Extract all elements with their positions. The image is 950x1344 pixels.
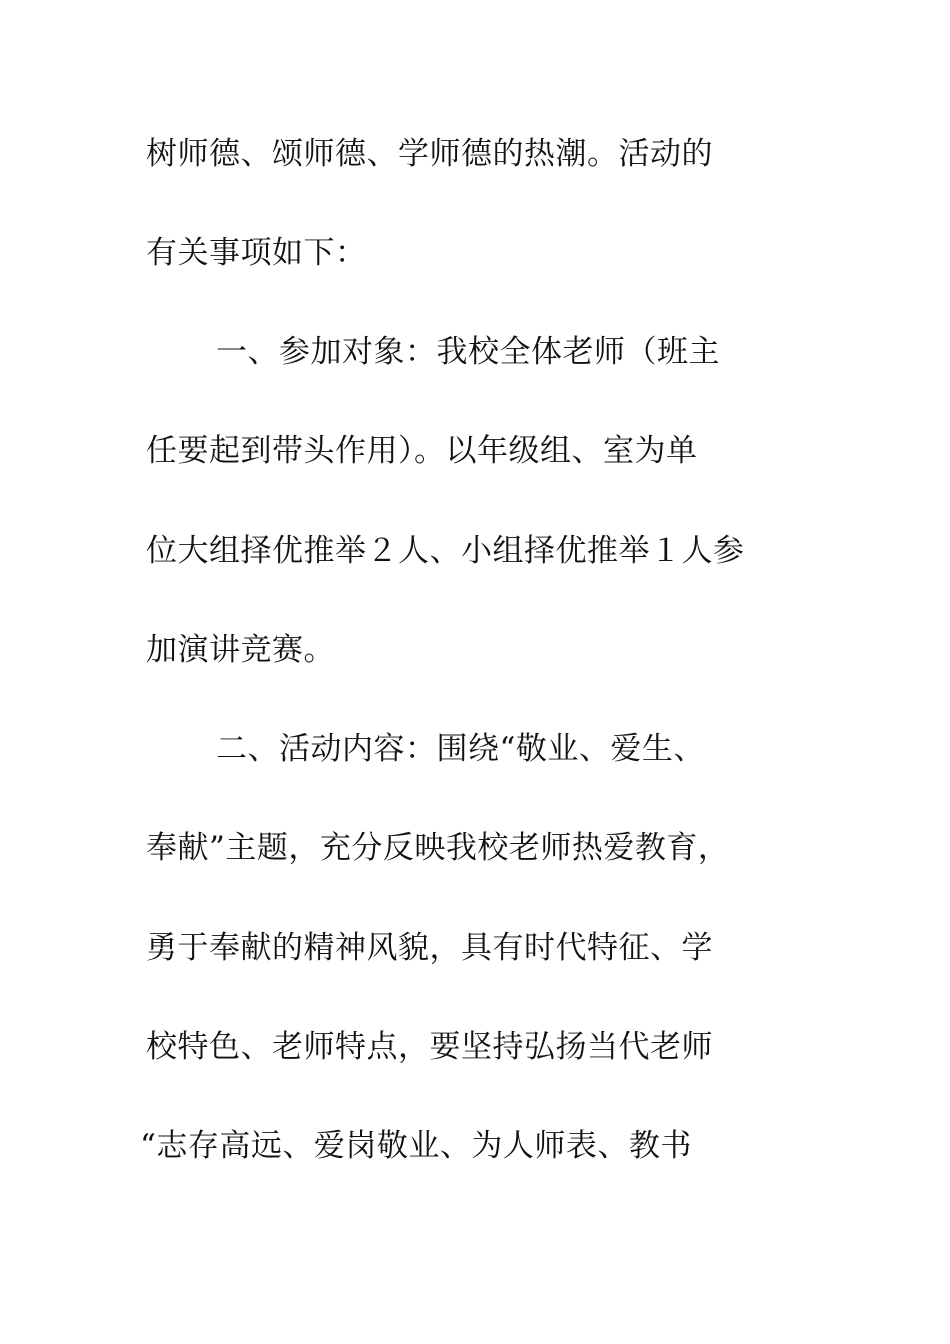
text-line-2: 有关事项如下： <box>146 235 367 271</box>
paragraph-content: 二、活动内容：围绕“敬业、爱生、 <box>216 731 705 767</box>
text-line-5: 位大组择优推举２人、小组择优推举１人参 <box>146 533 745 569</box>
paragraph-participants: 一、参加对象：我校全体老师（班主 <box>216 334 720 370</box>
text-line-6: 加演讲竞赛。 <box>146 632 335 668</box>
text-line-8: 奉献”主题，充分反映我校老师热爱教育， <box>146 830 730 866</box>
text-line-1: 树师德、颂师德、学师德的热潮。活动的 <box>146 136 713 172</box>
text-line-10: 校特色、老师特点，要坚持弘扬当代老师 <box>146 1029 713 1065</box>
text-line-4: 任要起到带头作用）。以年级组、室为单 <box>146 433 698 469</box>
text-line-11: “志存高远、爱岗敬业、为人师表、教书 <box>140 1128 692 1164</box>
text-line-9: 勇于奉献的精神风貌，具有时代特征、学 <box>146 930 713 966</box>
